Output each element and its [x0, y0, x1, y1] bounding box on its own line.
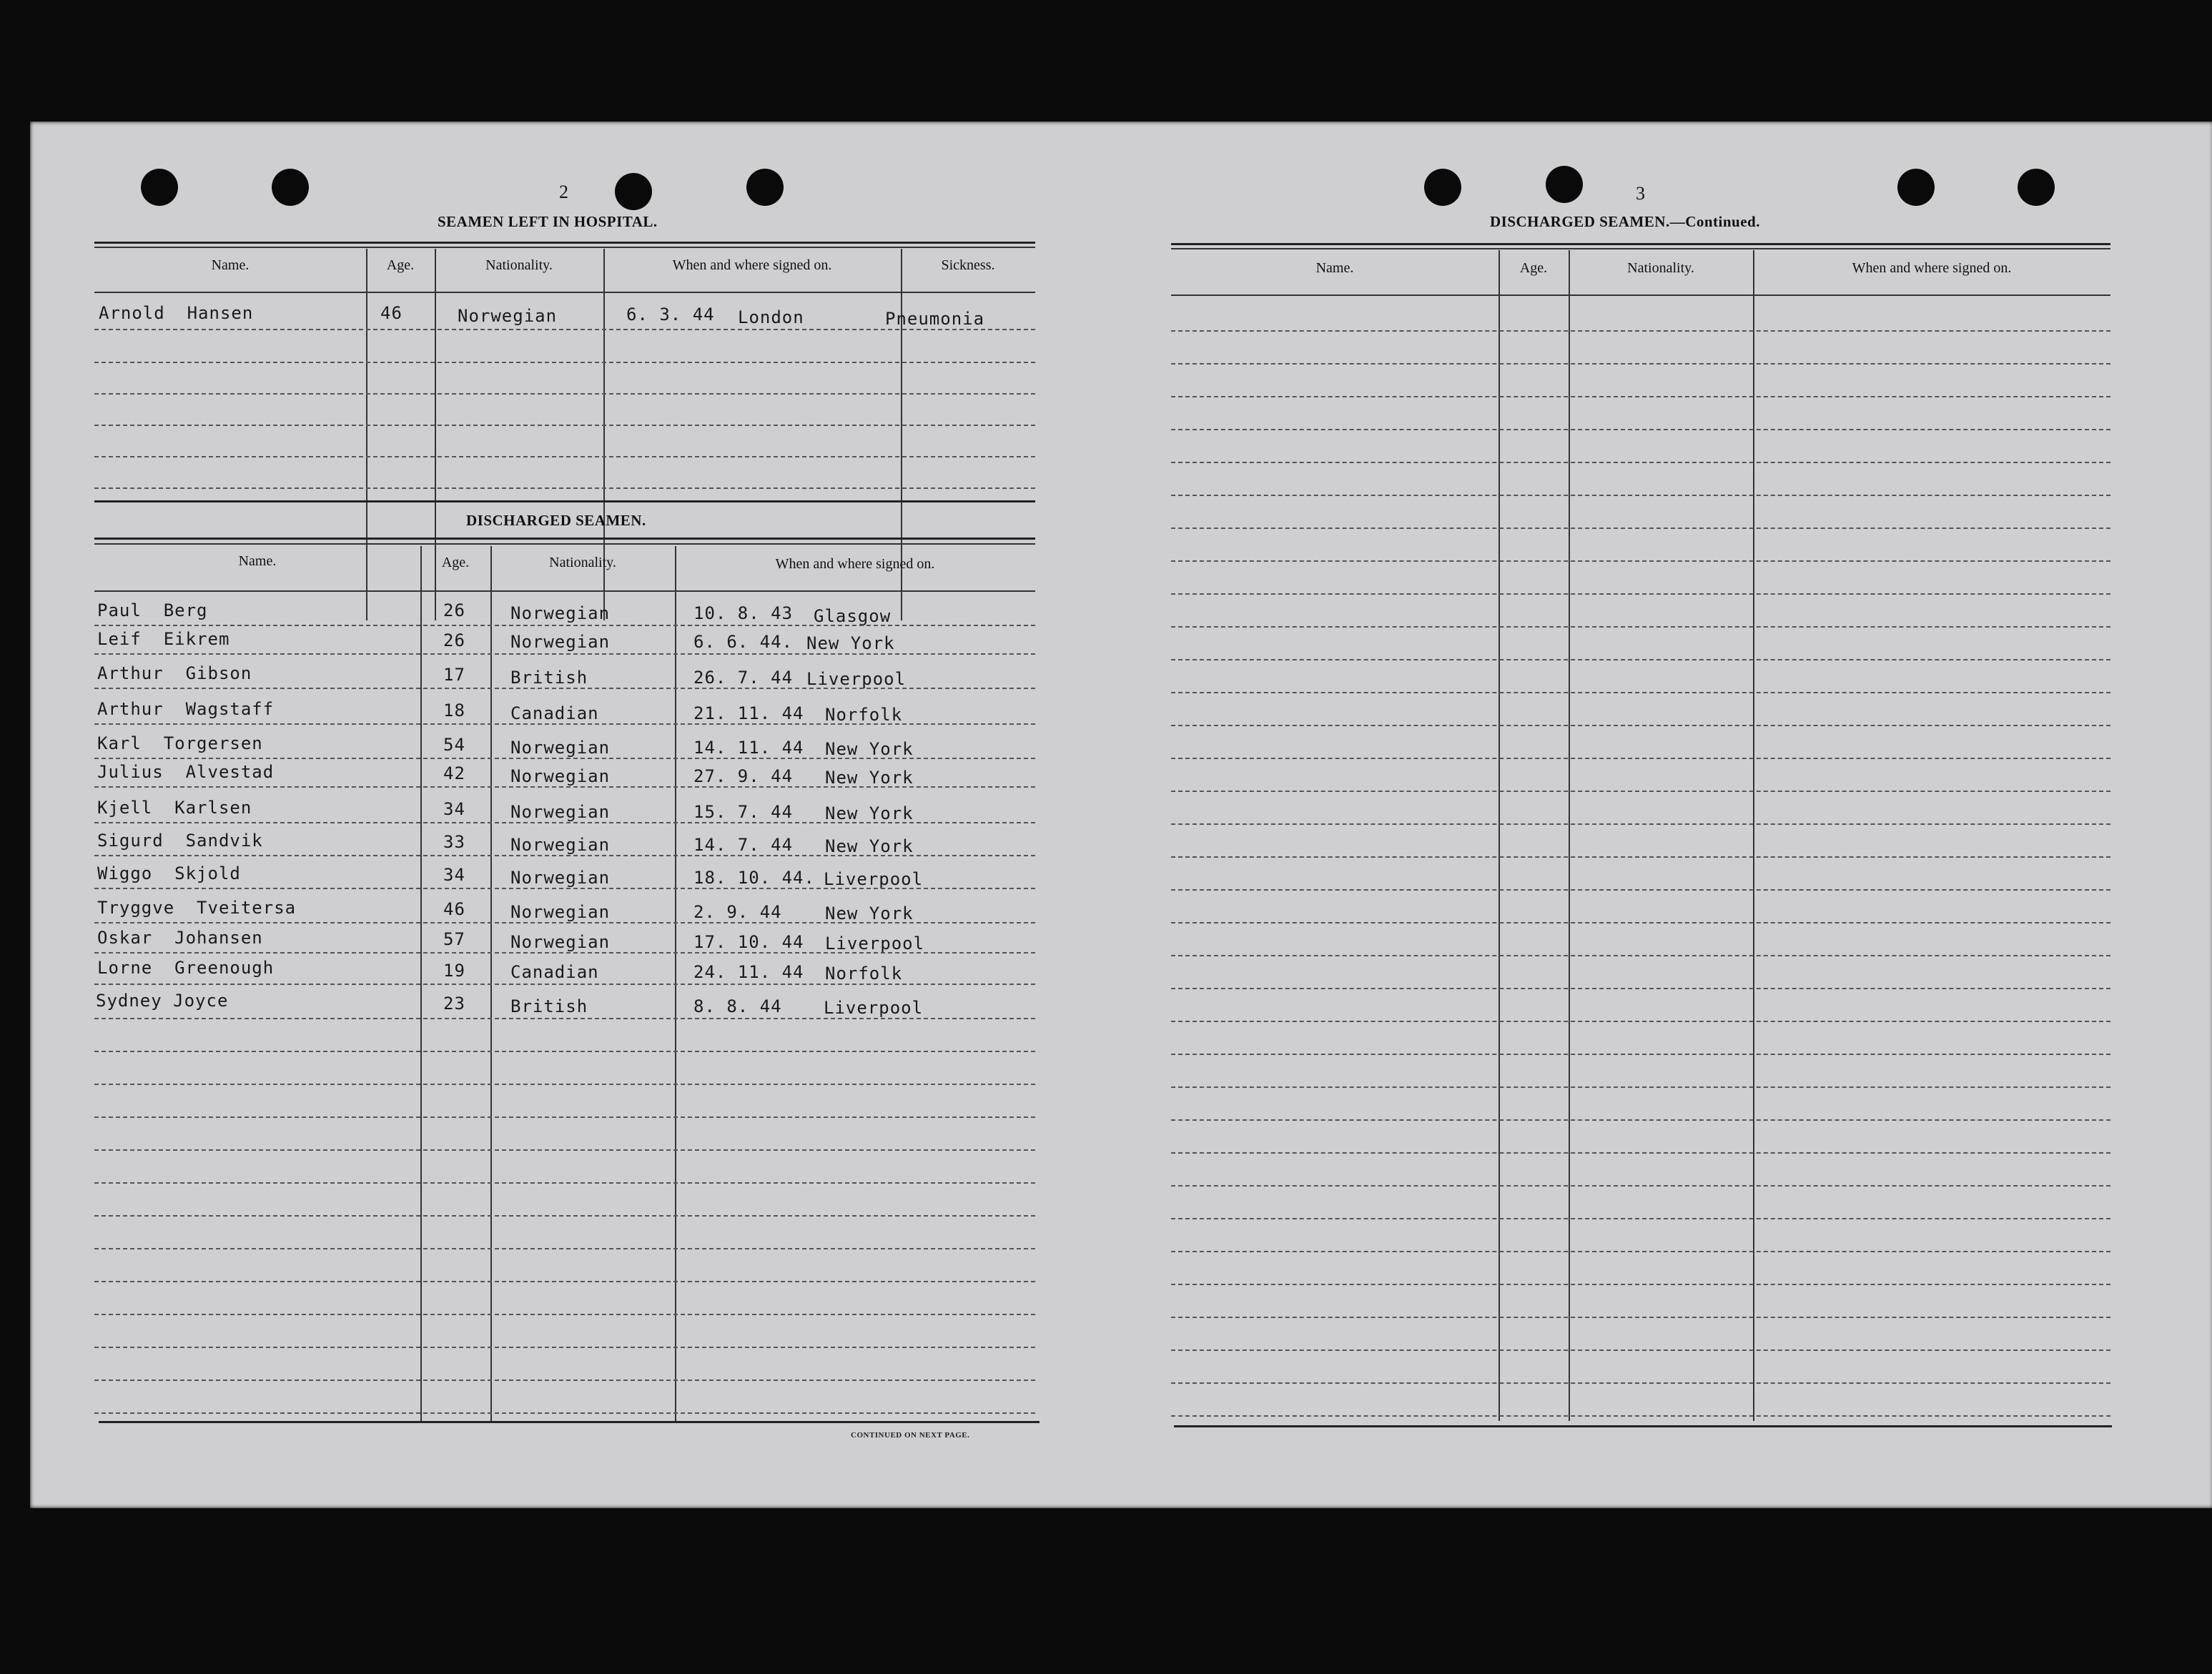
discharged-row-place: Liverpool [825, 933, 925, 954]
discharged-row-nationality: Norwegian [510, 835, 611, 855]
discharged-row-date: 26. 7. 44 [693, 668, 794, 688]
discharged-row-name: Sigurd Sandvik [97, 831, 263, 851]
punch-hole [1546, 166, 1583, 203]
discharged-row-name: Julius Alvestad [97, 762, 275, 782]
hospital-top-rule [94, 242, 1035, 244]
discharged-row-date: 6. 6. 44. [693, 632, 794, 652]
discharged-row-place: New York [806, 633, 895, 653]
discharged-col-signed-on: When and where signed on. [775, 556, 935, 572]
discharged-row-age: 54 [443, 735, 465, 755]
discharged-row-nationality: Norwegian [510, 868, 611, 888]
punch-hole [141, 169, 178, 206]
continued-col-signed-on: When and where signed on. [1852, 260, 2012, 276]
discharged-row-date: 14. 11. 44 [693, 738, 804, 758]
discharged-row-date: 10. 8. 43 [693, 603, 794, 623]
discharged-row-age: 34 [443, 799, 465, 819]
hospital-row-nationality: Norwegian [458, 306, 558, 326]
discharged-row-name: Lorne Greenough [97, 958, 275, 978]
punch-hole [272, 169, 309, 206]
discharged-row-age: 18 [443, 700, 465, 720]
discharged-row-place: New York [825, 903, 914, 923]
discharged-row-date: 21. 11. 44 [693, 703, 804, 723]
hospital-col-name: Name. [211, 257, 250, 273]
hospital-section-title: SEAMEN LEFT IN HOSPITAL. [438, 213, 658, 230]
discharged-row-age: 46 [443, 899, 465, 919]
discharged-row-name: Kjell Karlsen [97, 798, 252, 818]
discharged-row-age: 26 [443, 630, 465, 650]
discharged-row-name: Paul Berg [97, 600, 208, 620]
discharged-row-age: 34 [443, 865, 465, 885]
discharged-row-nationality: Norwegian [510, 802, 611, 822]
hospital-row-sickness: Pneumonia [885, 309, 985, 329]
discharged-row-age: 33 [443, 832, 465, 852]
discharged-row-nationality: British [510, 996, 588, 1016]
discharged-row-age: 42 [443, 763, 465, 783]
discharged-row-nationality: Norwegian [510, 603, 611, 623]
discharged-row-name: Arthur Wagstaff [97, 699, 275, 719]
punch-hole [2018, 169, 2055, 206]
discharged-row-nationality: Norwegian [510, 632, 611, 652]
punch-hole [1897, 169, 1935, 206]
discharged-row-place: Glasgow [814, 606, 892, 626]
hospital-col-sickness: Sickness. [941, 257, 995, 273]
discharged-row-name: Wiggo Skjold [97, 863, 241, 883]
discharged-row-place: Liverpool [806, 669, 907, 689]
discharged-row-place: New York [825, 768, 914, 788]
hospital-row-name: Arnold Hansen [99, 303, 254, 323]
discharged-row-place: New York [825, 803, 914, 823]
discharged-row-name: Karl Torgersen [97, 733, 263, 753]
punch-hole [746, 169, 784, 206]
discharged-col-age: Age. [441, 555, 470, 570]
discharged-row-place: New York [825, 739, 914, 759]
discharged-row-date: 18. 10. 44. [693, 868, 815, 888]
discharged-row-name: Leif Eikrem [97, 629, 230, 649]
discharged-row-nationality: Norwegian [510, 902, 611, 922]
discharged-row-date: 14. 7. 44 [693, 835, 794, 855]
discharged-col-nationality: Nationality. [549, 555, 616, 570]
continued-note: CONTINUED ON NEXT PAGE. [851, 1431, 970, 1440]
discharged-row-place: Liverpool [824, 869, 924, 889]
discharged-row-age: 57 [443, 929, 465, 949]
discharged-row-date: 2. 9. 44 [693, 902, 782, 922]
discharged-row-name: Tryggve Tveitersa [97, 898, 297, 918]
page-number-right: 3 [1636, 183, 1645, 204]
hospital-row-age: 46 [380, 303, 403, 323]
page-number-left: 2 [559, 182, 568, 202]
discharged-row-place: New York [825, 836, 914, 856]
discharged-row-age: 19 [443, 961, 465, 981]
discharged-row-nationality: British [510, 668, 588, 688]
discharged-row-age: 17 [443, 665, 465, 685]
discharged-row-name: Sydney Joyce [96, 991, 229, 1011]
continued-col-age: Age. [1519, 260, 1548, 276]
discharged-row-nationality: Canadian [510, 962, 599, 982]
discharged-section-title: DISCHARGED SEAMEN. [466, 512, 646, 529]
discharged-row-date: 27. 9. 44 [693, 766, 794, 786]
hospital-col-signed-on: When and where signed on. [672, 257, 832, 273]
discharged-row-name: Oskar Johansen [97, 928, 263, 948]
document-sheet [30, 122, 2212, 1508]
discharged-row-nationality: Norwegian [510, 766, 611, 786]
discharged-continued-title: DISCHARGED SEAMEN.—Continued. [1490, 213, 1760, 230]
hospital-row-place: London [738, 307, 804, 327]
discharged-col-name: Name. [238, 553, 277, 569]
discharged-row-age: 26 [443, 600, 465, 620]
discharged-row-nationality: Norwegian [510, 738, 611, 758]
hospital-col-age: Age. [386, 257, 415, 273]
continued-col-name: Name. [1315, 260, 1354, 276]
discharged-row-nationality: Norwegian [510, 932, 611, 952]
discharged-row-place: Norfolk [825, 705, 903, 725]
discharged-row-name: Arthur Gibson [97, 663, 252, 683]
discharged-row-place: Norfolk [825, 964, 903, 984]
hospital-col-nationality: Nationality. [485, 257, 553, 273]
discharged-row-date: 17. 10. 44 [693, 932, 804, 952]
continued-col-nationality: Nationality. [1627, 260, 1694, 276]
discharged-row-date: 24. 11. 44 [693, 962, 804, 982]
punch-hole [615, 173, 652, 210]
discharged-row-age: 23 [443, 994, 465, 1014]
discharged-row-nationality: Canadian [510, 703, 599, 723]
discharged-row-place: Liverpool [824, 998, 924, 1018]
discharged-row-date: 8. 8. 44 [693, 996, 782, 1016]
hospital-row-date: 6. 3. 44 [626, 304, 715, 325]
discharged-row-date: 15. 7. 44 [693, 802, 794, 822]
punch-hole [1424, 169, 1461, 206]
